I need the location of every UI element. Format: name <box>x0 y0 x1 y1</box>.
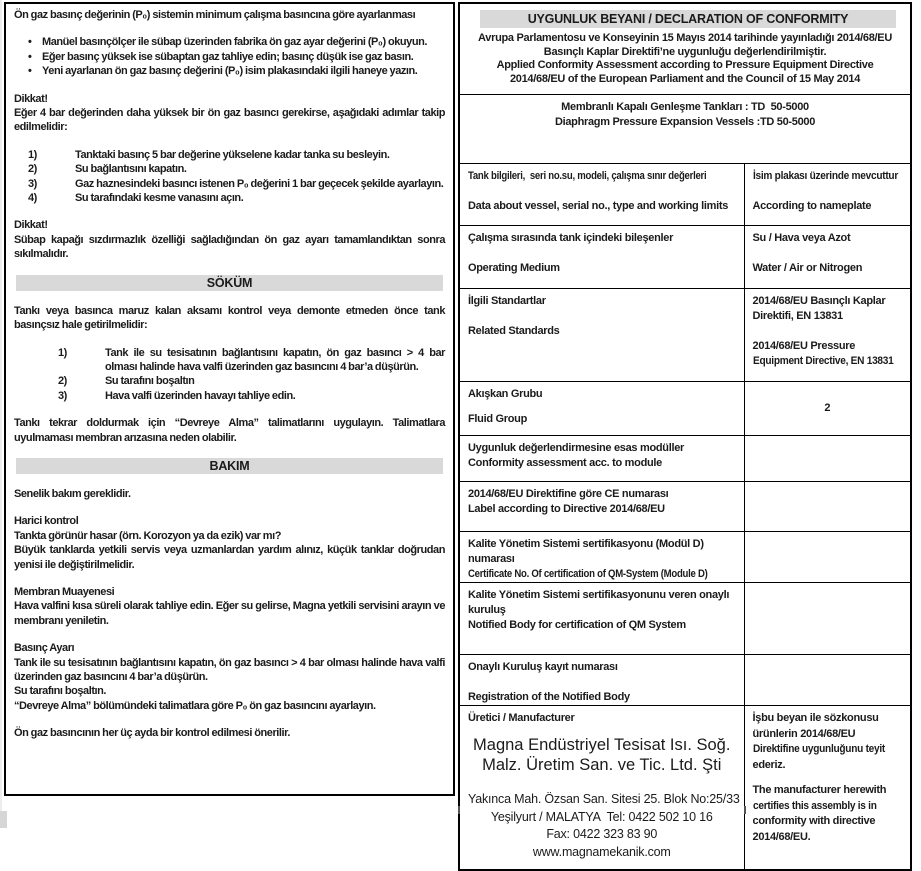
table-border-stub <box>458 806 460 814</box>
subsection-text: Büyük tanklarda yetkili servis veya uzmanlardan yardım alınız, küçük tanklar doğrudan yenisi ile değiştirilmelidir. <box>14 544 445 571</box>
step-item <box>14 374 445 388</box>
value-tr: Su / Hava veya Azot <box>752 232 851 244</box>
warning-title: Dikkat! <box>14 219 48 232</box>
subsection-text: Su tarafını boşaltın. <box>14 685 107 698</box>
row-value-cell <box>744 226 911 289</box>
bullet-text: Yeni ayarlanan ön gaz basınç değerini (P₀) isim plakasındaki ilgili haneye yazın. <box>42 65 418 78</box>
label-tr: İlgili Standartlar <box>468 295 546 307</box>
intro-line: 2014/68/EU of the European Parliament and the Council of 15 May 2014 <box>509 72 861 85</box>
value-en: Water / Air or Nitrogen <box>752 262 863 274</box>
value-line: Equipment Directive, EN 13831 <box>752 355 893 367</box>
value-line: 2014/68/EU Pressure <box>752 340 856 352</box>
declaration-cell <box>744 706 911 871</box>
value-en: According to nameplate <box>752 200 872 212</box>
step-number: 3) <box>58 389 67 402</box>
fluid-group-value: 2 <box>824 402 831 414</box>
step-number: 1) <box>58 346 67 359</box>
row-label-cell <box>459 436 744 482</box>
row-label-cell <box>459 532 744 583</box>
address-line: Yakınca Mah. Özsan San. Sitesi 25. Blok No:25/33 <box>468 792 740 806</box>
label-tr: Kalite Yönetim Sistemi sertifikasyonunu veren onaylı <box>468 589 730 601</box>
label-en: Operating Medium <box>468 262 560 274</box>
value-line: Direktifi, EN 13831 <box>752 310 843 322</box>
address-line: Fax: 0422 323 83 90 <box>546 827 658 841</box>
label-tr: 2014/68/EU Direktifine göre CE numarası <box>468 488 669 500</box>
row-value-cell <box>744 532 911 583</box>
label-tr: kuruluş <box>468 604 506 616</box>
label-en: Data about vessel, serial no., type and working limits <box>468 200 729 212</box>
step-number: 3) <box>28 177 37 190</box>
bullet-text: Eğer basınç yüksek ise sübaptan gaz tahliye edin; basınç düşük ise gaz basın. <box>42 50 414 63</box>
pregas-bullet-list <box>14 35 445 78</box>
page-corner <box>0 811 7 828</box>
step-number: 4) <box>28 192 37 205</box>
step-text: Tanktaki basınç 5 bar değerine yükselene kadar tanka su besleyin. <box>75 148 390 161</box>
table-row <box>459 164 911 226</box>
company-website: www.magnamekanik.com <box>532 844 671 859</box>
product-line-tr: Membranlı Kapalı Genleşme Tankları : TD 50-5000 <box>561 101 809 113</box>
intro-line: Applied Conformity Assessment according to Pressure Equipment Directive <box>496 59 874 72</box>
step-item <box>14 389 445 403</box>
warning-text: Eğer 4 bar değerinden daha yüksek bir ön gaz basıncı gerekirse, aşağıdaki adımlar takip edilmelidir: <box>14 107 445 134</box>
pregas-heading: Ön gaz basınç değerinin (P₀) sistemin minimum çalışma basıncına göre ayarlanması <box>14 9 416 21</box>
bakim-footer-note: Ön gaz basıncının her üç ayda bir kontrol edilmesi önerilir. <box>14 727 290 740</box>
declaration-en-line: conformity with directive <box>752 815 876 827</box>
table-row <box>459 532 911 583</box>
label-tr: Uygunluk değerlendirmesine esas modüller <box>468 442 685 454</box>
table-border-stub <box>744 806 746 814</box>
declaration-en-line: 2014/68/EU. <box>752 830 811 843</box>
table-row <box>459 655 911 706</box>
row-label-cell <box>459 382 744 436</box>
conformity-header-cell <box>459 3 911 95</box>
table-row <box>459 436 911 482</box>
warning-title: Dikkat! <box>14 92 48 105</box>
conformity-intro <box>468 32 902 86</box>
bullet-item <box>14 35 445 49</box>
step-text: Hava valfi üzerinden havayı tahliye edin. <box>105 389 296 402</box>
table-row <box>459 226 911 289</box>
manufacturer-label: Üretici / Manufacturer <box>468 712 575 724</box>
pregas-step-list <box>14 148 445 206</box>
step-text: Tank ile su tesisatının bağlantısını kapatın, ön gaz basıncı > 4 bar olması halinde hava valfi üzerinden gaz basıncını 4 bar’a düşürün. <box>105 346 445 373</box>
bullet-icon: • <box>28 50 32 63</box>
bakim-section-header: BAKIM <box>16 458 443 474</box>
subsection-text: Hava valfini kısa süreli olarak tahliye edin. Eğer su gelirse, Magna yetkili servisini arayın ve membranı yeniletin. <box>14 600 445 627</box>
row-label-cell <box>459 289 744 382</box>
label-en: Conformity assessment acc. to module <box>468 457 662 469</box>
row-value-cell <box>744 382 911 436</box>
label-en: Registration of the Notified Body <box>468 691 630 703</box>
declaration-en-line: The manufacturer herewith <box>752 784 887 796</box>
subsection-text: Tankta görünür hasar (örn. Korozyon ya da ezik) var mı? <box>14 529 281 542</box>
bullet-item <box>14 64 445 78</box>
row-value-cell <box>744 289 911 382</box>
bullet-icon: • <box>28 36 32 49</box>
left-instructions-panel <box>4 2 455 796</box>
table-row <box>459 583 911 655</box>
label-tr: numarası <box>468 553 515 565</box>
step-text: Su tarafını boşaltın <box>105 375 195 388</box>
label-en: Fluid Group <box>468 413 528 425</box>
row-value-cell <box>744 164 911 226</box>
value-line: 2014/68/EU Basınçlı Kaplar <box>752 295 886 307</box>
step-item <box>14 148 445 162</box>
step-number: 2) <box>58 375 67 388</box>
label-en: Notified Body for certification of QM System <box>468 619 686 631</box>
label-tr: Onaylı Kuruluş kayıt numarası <box>468 661 618 673</box>
declaration-en-line: certifies this assembly is in <box>752 799 877 812</box>
row-label-cell <box>459 583 744 655</box>
address-line: Yeşilyurt / MALATYA Tel: 0422 502 10 16 <box>490 809 713 824</box>
value-tr: İsim plakası üzerinde mevcuttur <box>752 170 898 182</box>
spacer <box>753 773 903 783</box>
table-row <box>459 482 911 532</box>
step-item <box>14 177 445 191</box>
row-label-cell <box>459 226 744 289</box>
page-edge <box>0 0 2 828</box>
label-en: Related Standards <box>468 325 560 337</box>
table-row <box>459 382 911 436</box>
declaration-tr-line: İşbu beyan ile sözkonusu <box>752 712 879 724</box>
step-text: Gaz haznesindeki basıncı istenen P₀ değerini 1 bar geçecek şekilde ayarlayın. <box>75 177 444 190</box>
sokum-intro: Tankı veya basınca maruz kalan aksamı kontrol veya demonte etmeden önce tank basınçsız hale getirilmelidir: <box>14 304 445 332</box>
bullet-text: Manüel basınçölçer ile sübap üzerinden fabrika ön gaz ayar değerini (P₀) okuyun. <box>42 36 427 49</box>
label-en: Label according to Directive 2014/68/EU <box>468 503 665 515</box>
company-address <box>468 791 740 861</box>
bakim-intro: Senelik bakım gereklidir. <box>14 487 131 500</box>
row-value-cell <box>744 583 911 655</box>
company-name <box>468 735 736 775</box>
declaration-tr-line: ürünlerin 2014/68/EU <box>752 727 856 740</box>
row-value-cell <box>744 655 911 706</box>
warning-text: Sübap kapağı sızdırmazlık özelliği sağladığından ön gaz ayarı tamamlandıktan sonra sıkılmalıdır. <box>14 233 445 261</box>
subsection-text: Tank ile su tesisatının bağlantısını kapatın, ön gaz basıncı > 4 bar olması halinde hava valfi üzerinden gaz basıncını 4 bar’a düşürün. <box>14 656 445 683</box>
bullet-icon: • <box>28 65 32 78</box>
subsection-text: “Devreye Alma” bölümündeki talimatlara göre P₀ ön gaz basıncını ayarlayın. <box>14 699 376 712</box>
row-label-cell <box>459 482 744 532</box>
row-value-cell <box>744 436 911 482</box>
label-en: Certificate No. Of certification of QM-System (Module D) <box>468 568 708 580</box>
product-line-en: Diaphragm Pressure Expansion Vessels :TD 50-5000 <box>554 116 816 128</box>
subsection-title: Membran Muayenesi <box>14 585 115 598</box>
row-label-cell <box>459 655 744 706</box>
manufacturer-cell <box>459 706 744 871</box>
subsection-title: Basınç Ayarı <box>14 642 75 655</box>
product-range-cell <box>459 95 911 164</box>
label-tr: Akışkan Grubu <box>468 388 543 400</box>
step-number: 1) <box>28 148 37 161</box>
sokum-step-list <box>14 346 445 404</box>
step-text: Su bağlantısını kapatın. <box>75 163 187 176</box>
label-tr: Tank bilgileri, seri no.su, modeli, çalışma sınır değerleri <box>468 170 707 182</box>
bullet-item <box>14 50 445 64</box>
conformity-table <box>458 2 912 871</box>
sokum-section-header: SÖKÜM <box>16 275 443 291</box>
step-item <box>14 162 445 176</box>
manufacturer-row <box>459 706 911 871</box>
step-number: 2) <box>28 163 37 176</box>
row-label-cell <box>459 164 744 226</box>
intro-line: Avrupa Parlamentosu ve Konseyinin 15 Mayıs 2014 tarihinde yayınladığı 2014/68/EU <box>478 32 892 44</box>
step-item <box>14 346 445 375</box>
table-row <box>459 289 911 382</box>
declaration-tr-line: Direktifine uygunluğunu teyit <box>752 743 885 755</box>
label-tr: Kalite Yönetim Sistemi sertifikasyonu (Modül D) <box>468 538 704 550</box>
declaration-tr-line: ederiz. <box>752 758 786 771</box>
step-text: Su tarafındaki kesme vanasını açın. <box>75 192 244 205</box>
row-value-cell <box>744 482 911 532</box>
subsection-title: Harici kontrol <box>14 515 79 528</box>
company-name-line: Magna Endüstriyel Tesisat Isı. Soğ. <box>473 736 731 754</box>
intro-line: Basınçlı Kaplar Direktifi’ne uygunluğu değerlendirilmiştir. <box>543 45 827 58</box>
sokum-note: Tankı tekrar doldurmak için “Devreye Alma” talimatlarını uygulayın. Talimatlara uyulmaması membran arızasına neden olabilir. <box>14 417 445 444</box>
conformity-title: UYGUNLUK BEYANI / DECLARATION OF CONFORMITY <box>480 10 896 28</box>
label-tr: Çalışma sırasında tank içindeki bileşenler <box>468 232 674 244</box>
step-item <box>14 191 445 205</box>
company-name-line: Malz. Üretim San. ve Tic. Ltd. Şti <box>482 756 722 774</box>
